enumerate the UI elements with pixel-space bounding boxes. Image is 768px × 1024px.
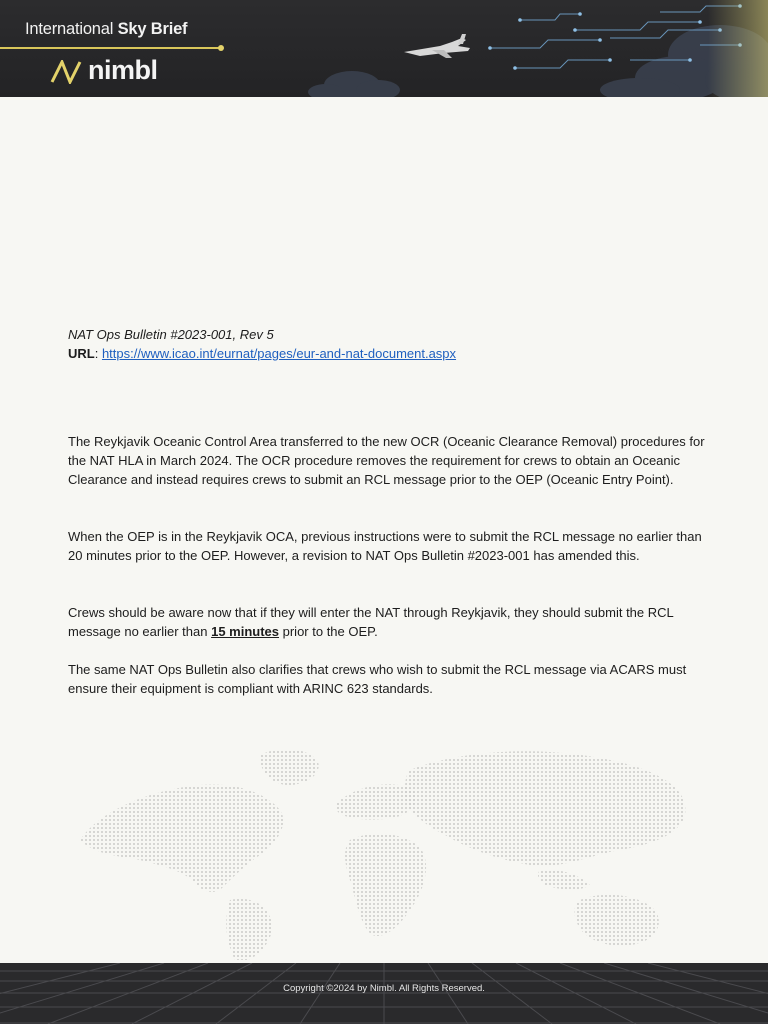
paragraph3-after: prior to the OEP.: [279, 624, 378, 639]
paragraph-previous-instructions: When the OEP is in the Reykjavik OCA, previous instructions were to submit the RCL message no earlier than 20 minutes prior to the OEP. However, a revision to NAT Ops Bulletin #2023-001 has amended this.: [68, 529, 702, 563]
brand-bold: Sky Brief: [117, 20, 188, 38]
brand-title: [25, 20, 187, 39]
copyright-notice: Copyright ©2024 by Nimbl. All Rights Reserved.: [283, 983, 485, 994]
brand-underline-dot: [218, 45, 224, 51]
paragraph-ocr-transfer: The Reykjavik Oceanic Control Area transferred to the new OCR (Oceanic Clearance Removal) procedures for the NAT HLA in March 2024. The OCR procedure removes the requirement for crews to obtain an Oceanic Clearance and instead requires crews to submit an RCL message prior to the OEP (Oceanic Entry Point).: [68, 434, 705, 487]
brand-underline: [0, 47, 222, 49]
fifteen-minutes-emphasis: 15 minutes: [211, 624, 280, 639]
world-map-dotted: [60, 730, 700, 960]
document-url-link[interactable]: https://www.icao.int/eurnat/pages/eur-and-nat-document.aspx: [101, 346, 457, 361]
url-label: URL: [68, 346, 95, 361]
url-line: [68, 344, 708, 363]
document-body: [68, 325, 708, 696]
page-footer: [0, 963, 768, 1024]
url-separator: :: [94, 346, 102, 361]
bulletin-title: NAT Ops Bulletin #2023-001, Rev 5: [68, 327, 274, 342]
paragraph-crews-aware: [68, 603, 708, 641]
paragraph-acars: The same NAT Ops Bulletin also clarifies that crews who wish to submit the RCL message via ACARS must ensure their equipment is compliant with ARINC 623 standards.: [68, 662, 687, 696]
airplane-icon: [404, 34, 470, 58]
brand-prefix: International: [25, 20, 114, 38]
logo-wordmark: nimbl: [88, 55, 158, 85]
header-glow: [708, 0, 768, 97]
page-header: [0, 0, 768, 97]
nimbl-logo-icon: [50, 60, 82, 84]
paragraph3-before: Crews should be aware now that if they will enter the NAT through Reykjavik, they should submit the RCL message no earlier than: [68, 605, 674, 639]
